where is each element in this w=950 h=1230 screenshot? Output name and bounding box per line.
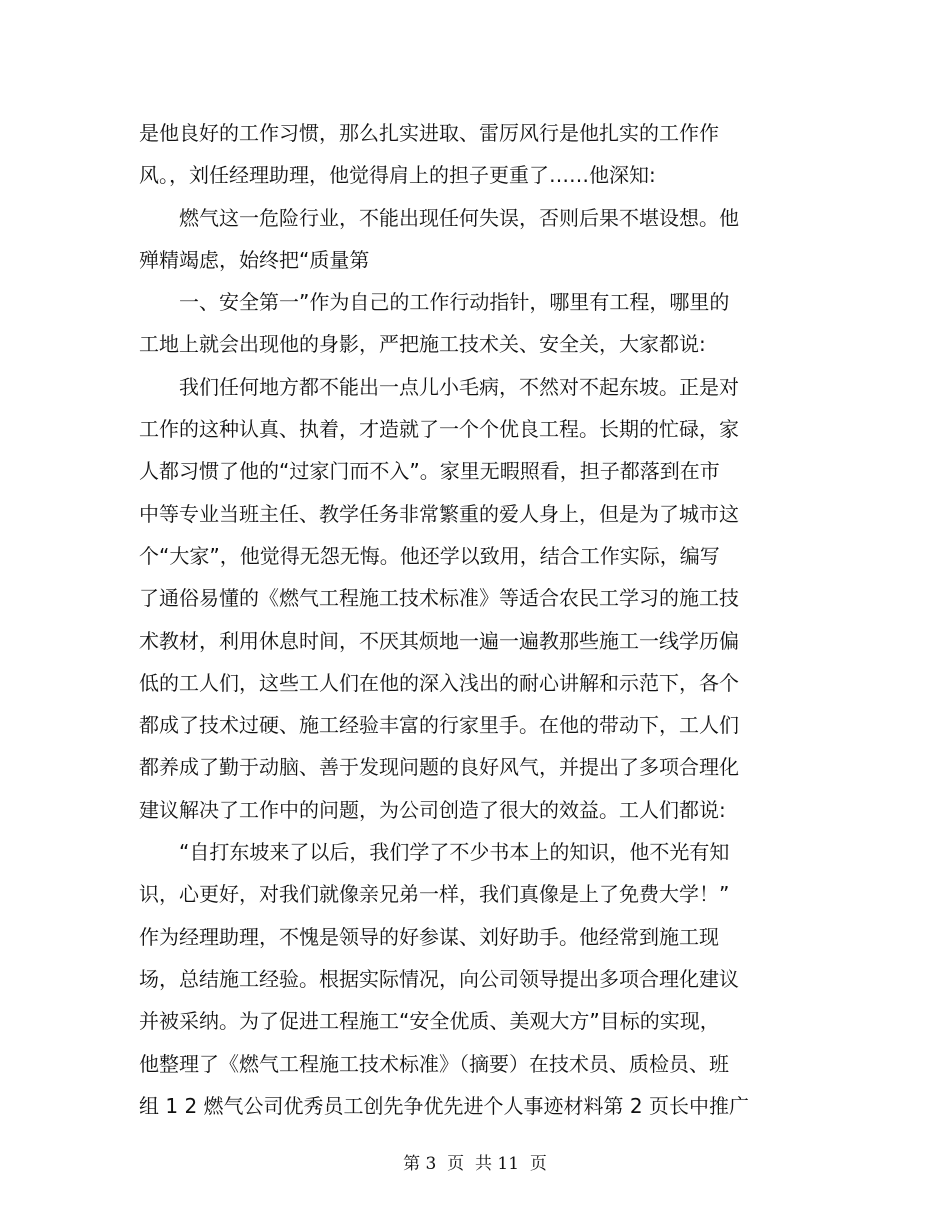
text-line: 个“大家”，他觉得无怨无悔。他还学以致用，结合工作实际，编写 [139, 543, 720, 568]
text-line: 风。，刘任经理助理，他觉得肩上的担子更重了……他深知: [139, 163, 656, 188]
text-line: “自打东坡来了以后，我们学了不少书本上的知识，他不光有知 [139, 840, 730, 865]
text-line: 人都习惯了他的“过家门而不入”。家里无暇照看，担子都落到在市 [139, 459, 720, 484]
text-line: 殚精竭虑，始终把“质量第 [139, 247, 370, 272]
text-line: 并被采纳。为了促进工程施工“安全优质、美观大方”目标的实现， [139, 1009, 720, 1034]
text-line: 工作的这种认真、执着，才造就了一个个优良工程。长期的忙碌，家 [139, 417, 739, 442]
text-line: 都养成了勤于动脑、善于发现问题的良好风气，并提出了多项合理化 [139, 755, 739, 780]
text-line: 作为经理助理，不愧是领导的好参谋、刘好助手。他经常到施工现 [139, 924, 719, 949]
text-line: 术教材，利用休息时间，不厌其烦地一遍一遍教那些施工一线学历偏 [139, 628, 739, 653]
text-line: 识，心更好，对我们就像亲兄弟一样，我们真像是上了免费大学！” [139, 882, 730, 907]
text-line: 组 1 2 燃气公司优秀员工创先争优先进个人事迹材料第 2 页长中推广 [139, 1093, 749, 1118]
text-line: 低的工人们，这些工人们在他的深入浅出的耐心讲解和示范下，各个 [139, 670, 739, 695]
text-line: 我们任何地方都不能出一点儿小毛病，不然对不起东坡。正是对 [139, 374, 739, 399]
text-line: 中等专业当班主任、教学任务非常繁重的爱人身上，但是为了城市这 [139, 501, 739, 526]
text-line: 燃气这一危险行业，不能出现任何失误，否则后果不堪设想。他 [139, 205, 739, 230]
text-line: 建议解决了工作中的问题，为公司创造了很大的效益。工人们都说: [139, 797, 726, 822]
text-line: 都成了技术过硬、施工经验丰富的行家里手。在他的带动下，工人们 [139, 713, 739, 738]
text-line: 了通俗易懂的《燃气工程施工技术标准》等适合农民工学习的施工技 [139, 586, 739, 611]
body-text [139, 112, 839, 1127]
text-line: 是他良好的工作习惯，那么扎实进取、雷厉风行是他扎实的工作作 [139, 121, 719, 145]
text-line: 一、安全第一”作为自己的工作行动指针，哪里有工程，哪里的 [139, 290, 730, 315]
text-line: 他整理了《燃气工程施工技术标准》（摘要）在技术员、质检员、班 [139, 1051, 729, 1076]
text-line: 场，总结施工经验。根据实际情况，向公司领导提出多项合理化建议 [139, 966, 739, 991]
text-line: 工地上就会出现他的身影，严把施工技术关、安全关，大家都说: [139, 332, 706, 357]
page-number-footer: 第 3 页 共 11 页 [403, 1154, 547, 1174]
